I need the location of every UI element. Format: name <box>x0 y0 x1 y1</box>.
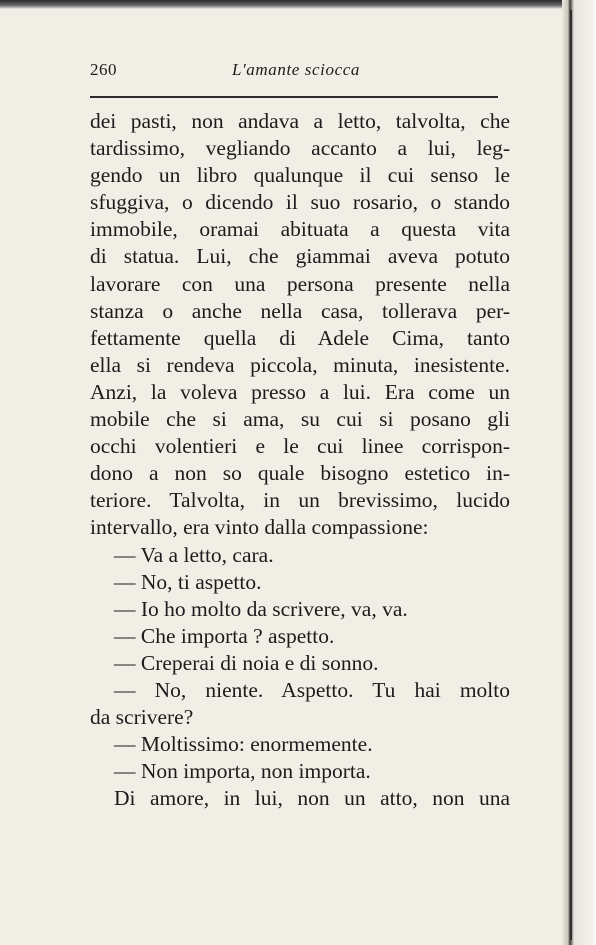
dialogue-line: — Non importa, non importa. <box>114 759 371 784</box>
text-body <box>90 108 510 812</box>
dialogue-line: — Moltissimo: enormemente. <box>114 732 373 757</box>
text-line: tardissimo, vegliando accanto a lui, leg- <box>90 136 510 161</box>
dialogue-line: — No, ti aspetto. <box>114 569 262 594</box>
text-line: dei pasti, non andava a letto, talvolta, che <box>90 109 510 133</box>
text-line: occhi volentieri e le cui linee corrispon- <box>90 434 510 459</box>
text-line: intervallo, era vinto dalla compassione: <box>90 515 429 540</box>
text-line: mobile che si ama, su cui si posano gli <box>90 407 510 432</box>
dialogue-line: — Va a letto, cara. <box>114 542 274 567</box>
dialogue-line: — Io ho molto da scrivere, va, va. <box>114 596 408 621</box>
text-line: Di amore, in lui, non un atto, non una <box>114 786 510 811</box>
text-line: di statua. Lui, che giammai aveva potuto <box>90 244 510 269</box>
text-line: gendo un libro qualunque il cui senso le <box>90 163 510 188</box>
text-line: fettamente quella di Adele Cima, tanto <box>90 325 510 350</box>
header-rule <box>90 96 498 98</box>
dialogue-line: da scrivere? <box>90 705 194 730</box>
page-header <box>88 60 508 84</box>
text-line: sfuggiva, o dicendo il suo rosario, o stando <box>90 190 510 215</box>
text-line: lavorare con una persona presente nella <box>90 271 510 296</box>
text-line: ella si rendeva piccola, minuta, inesistente. <box>90 352 510 377</box>
page-top-shadow <box>0 0 565 9</box>
running-title: L'amante sciocca <box>232 60 360 79</box>
text-line: immobile, oramai abituata a questa vita <box>90 217 510 242</box>
text-line: dono a non so quale bisogno estetico in- <box>90 461 510 486</box>
dialogue-line: — Che importa ? aspetto. <box>114 623 335 648</box>
text-line: teriore. Talvolta, in un brevissimo, lucido <box>90 488 510 513</box>
text-line: Anzi, la voleva presso a lui. Era come un <box>90 379 510 404</box>
spine-binding-line <box>570 10 572 940</box>
text-line: stanza o anche nella casa, tollerava per- <box>90 298 510 323</box>
dialogue-line: — Creperai di noia e di sonno. <box>114 650 379 675</box>
book-spine-edge <box>562 0 596 945</box>
dialogue-line: — No, niente. Aspetto. Tu hai molto <box>114 677 510 702</box>
page-number: 260 <box>90 60 117 79</box>
